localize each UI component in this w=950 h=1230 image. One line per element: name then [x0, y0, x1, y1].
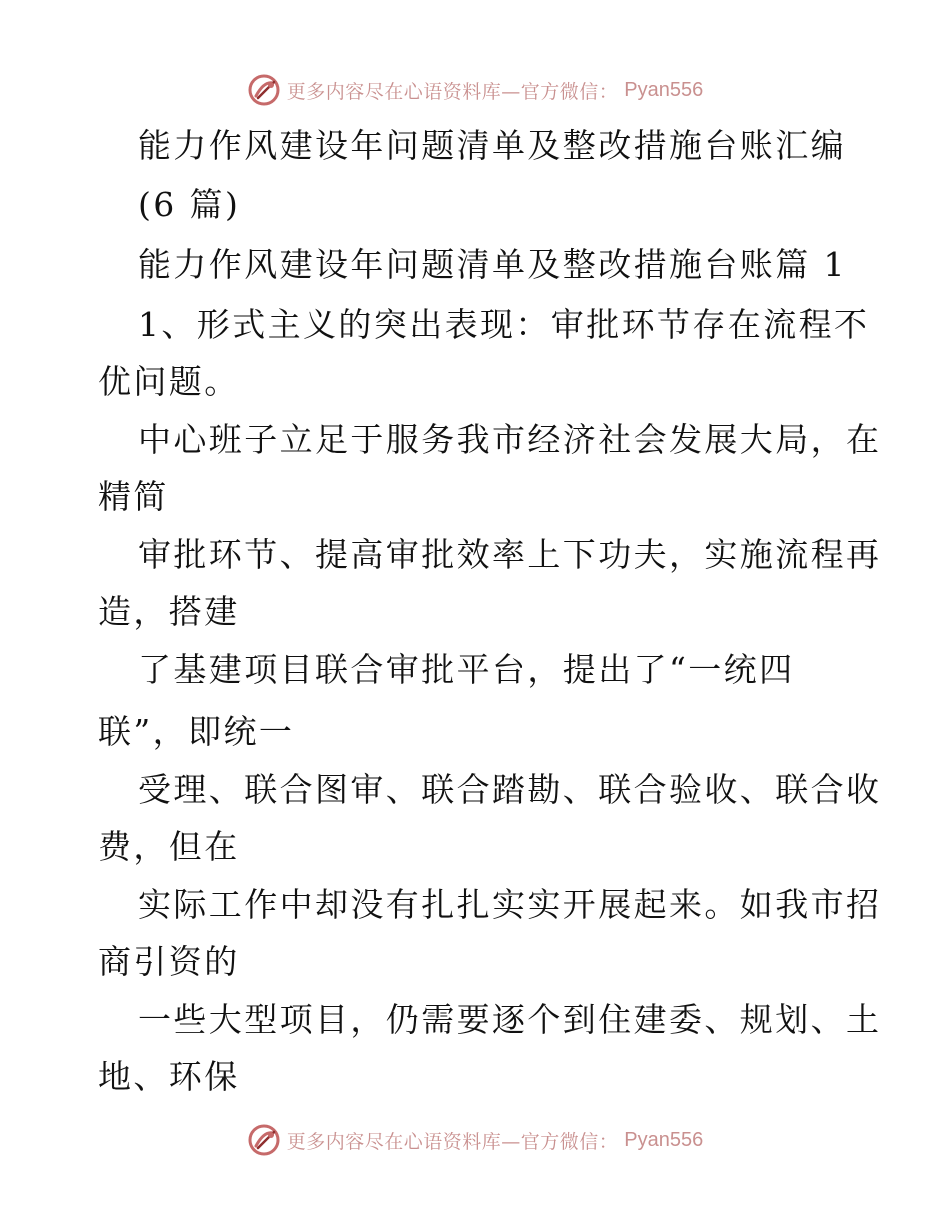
- paragraph-line: 了基建项目联合审批平台，提出了“一统四: [138, 650, 795, 689]
- logo-icon: [247, 1123, 281, 1157]
- paragraph-line: 中心班子立足于服务我市经济社会发展大局，在: [138, 420, 882, 459]
- paragraph-line: 精简: [98, 477, 169, 516]
- document-title-line-1: 能力作风建设年问题清单及整改措施台账汇编: [138, 126, 846, 165]
- paragraph-line: 受理、联合图审、联合踏勘、联合验收、联合收: [138, 770, 882, 809]
- section-heading: 能力作风建设年问题清单及整改措施台账篇 1: [138, 245, 847, 284]
- paragraph-line: 1、形式主义的突出表现：审批环节存在流程不: [138, 305, 870, 344]
- header-banner-text: 更多内容尽在心语资料库—官方微信：: [286, 80, 619, 103]
- header-banner: [0, 70, 950, 110]
- footer-banner: [0, 1120, 950, 1160]
- header-banner-id: Pyan556: [624, 78, 704, 101]
- paragraph-line: 地、环保: [98, 1057, 240, 1096]
- logo-icon: [247, 73, 281, 107]
- paragraph-line: 实际工作中却没有扎扎实实开展起来。如我市招: [138, 885, 882, 924]
- paragraph-line: 费，但在: [98, 827, 240, 866]
- footer-banner-id: Pyan556: [624, 1128, 704, 1151]
- paragraph-line: 一些大型项目，仍需要逐个到住建委、规划、土: [138, 1000, 882, 1039]
- paragraph-line: 审批环节、提高审批效率上下功夫，实施流程再: [138, 535, 882, 574]
- paragraph-line: 联”，即统一: [98, 712, 295, 751]
- paragraph-line: 造，搭建: [98, 592, 240, 631]
- paragraph-line: 优问题。: [98, 362, 240, 401]
- footer-banner-text: 更多内容尽在心语资料库—官方微信：: [286, 1130, 619, 1153]
- paragraph-line: 商引资的: [98, 942, 240, 981]
- document-title-line-2: (6 篇): [138, 185, 241, 224]
